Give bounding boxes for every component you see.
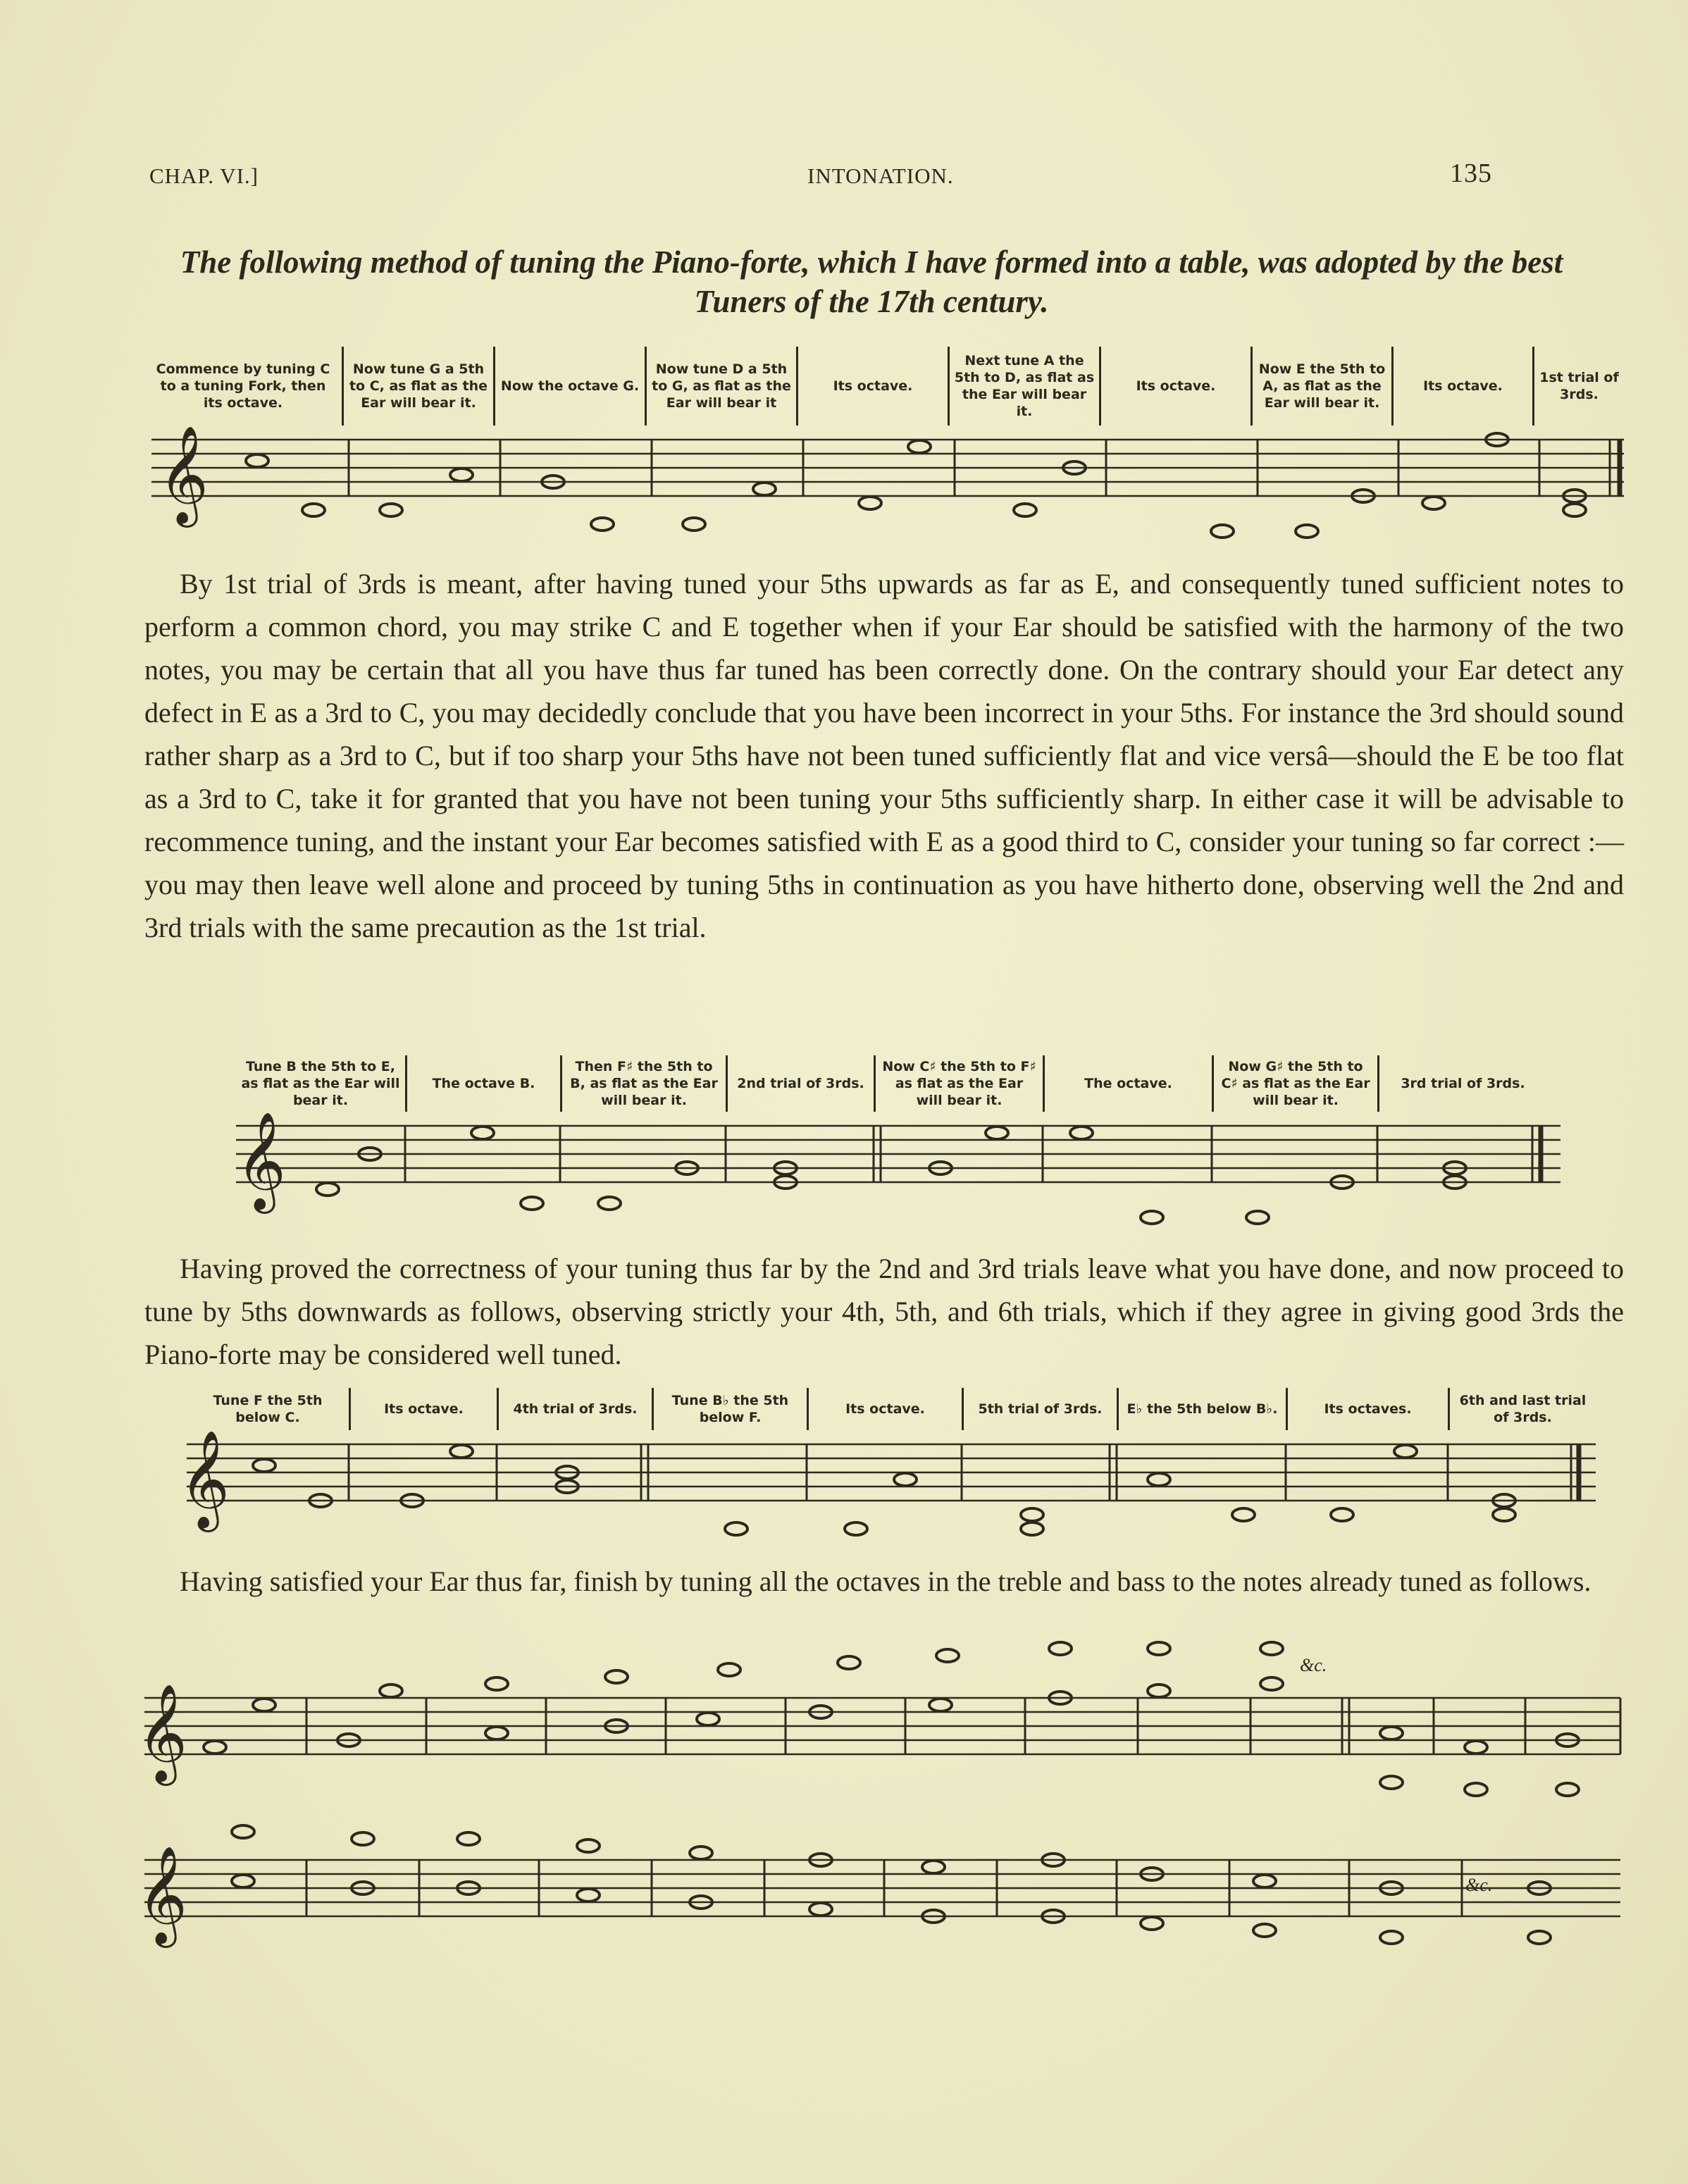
treble-clef-icon: 𝄞 <box>159 426 209 523</box>
paragraph-1: By 1st trial of 3rds is meant, after having tuned your 5ths upwards as far as E, and consequently tuned sufficient notes to perform a common chord, you may strike C and E together when if your Ear should be satisfied with the harmony of the two notes, you may be certain that all you have thus far tuned has been correctly done. On the contrary should your Ear detect any defect in E as a 3rd to C, you may decidedly conclude that you have been incorrect in your 5ths. For instance the 3rd should sound rather sharp as a 3rd to C, but if too sharp your 5ths have not been tuned sufficiently flat and vice versâ—should the E be too flat as a 3rd to C, take it for granted that you have not been tuning your 5ths sufficiently sharp. In either case it will be advisable to recommence tuning, and the instant your Ear becomes satisfied with E as a good third to C, consider your tuning so far correct :— you may then leave well alone and proceed by tuning 5ths in continuation as you have hitherto done, observing well the 2nd and 3rd trials with the same precaution as the 1st trial. <box>144 568 1624 943</box>
table3-caption: Its octave. <box>807 1388 962 1430</box>
treble-clef-icon: 𝄞 <box>137 1846 187 1944</box>
table1-caption: Now tune G a 5th to C, as flat as the Ear will bear it. <box>342 347 493 426</box>
tuning-table-2 <box>236 1055 1560 1217</box>
music-staff-3 <box>180 1430 1596 1536</box>
table3-caption: Its octaves. <box>1286 1388 1448 1430</box>
music-staff-2 <box>236 1112 1560 1217</box>
table3-caption: E♭ the 5th below B♭. <box>1117 1388 1286 1430</box>
running-title: INTONATION. <box>807 163 954 188</box>
table1-caption: Now tune D a 5th to G, as flat as the Ear will bear it <box>645 347 796 426</box>
music-staff-1 <box>144 426 1624 538</box>
octaves-staff-2 <box>137 1804 1620 1944</box>
tuning-table-1 <box>144 347 1624 538</box>
table1-caption: Next tune A the 5th to D, as flat as the Ear will bear it. <box>948 347 1099 426</box>
table3-caption: Tune B♭ the 5th below F. <box>652 1388 807 1430</box>
table1-caption: Commence by tuning C to a tuning Fork, then its octave. <box>156 361 330 411</box>
table2-caption: 2nd trial of 3rds. <box>726 1055 874 1112</box>
table2-caption: 3rd trial of 3rds. <box>1377 1055 1546 1112</box>
table1-caption: Its octave. <box>1391 347 1532 426</box>
paragraph-3: Having satisfied your Ear thus far, finish by tuning all the octaves in the treble and bass to the notes already tuned as follows. <box>180 1565 1591 1597</box>
treble-clef-icon: 𝄞 <box>180 1430 230 1528</box>
tuning-table-3 <box>180 1388 1596 1536</box>
table3-caption: 5th trial of 3rds. <box>962 1388 1117 1430</box>
intro-heading: The following method of tuning the Piano-forte, which I have formed into a table, was adopted by the best Tuners of the 17th century. <box>180 244 1563 319</box>
table1-caption: Its octave. <box>1099 347 1251 426</box>
table3-caption: Its octave. <box>349 1388 497 1430</box>
table2-caption: Now G♯ the 5th to C♯ as flat as the Ear will bear it. <box>1212 1055 1377 1112</box>
treble-clef-icon: 𝄞 <box>236 1112 286 1210</box>
table2-caption: Then F♯ the 5th to B, as flat as the Ear will bear it. <box>560 1055 726 1112</box>
table2-caption: Now C♯ the 5th to F♯ as flat as the Ear will bear it. <box>874 1055 1043 1112</box>
table1-caption: 1st trial of 3rds. <box>1532 347 1624 426</box>
chapter-label: CHAP. VI.] <box>149 163 259 188</box>
table2-caption: Tune B the 5th to E, as flat as the Ear will bear it. <box>241 1059 400 1108</box>
etc-mark: &c. <box>1465 1875 1493 1895</box>
treble-clef-icon: 𝄞 <box>137 1684 187 1782</box>
table2-caption: The octave. <box>1043 1055 1212 1112</box>
table2-caption: The octave B. <box>405 1055 560 1112</box>
table1-caption: Now the octave G. <box>493 347 645 426</box>
table1-caption: Now E the 5th to A, as flat as the Ear will bear it. <box>1251 347 1391 426</box>
table3-caption: Tune F the 5th below C. <box>213 1393 323 1425</box>
etc-mark: &c. <box>1300 1655 1327 1675</box>
table3-caption: 4th trial of 3rds. <box>497 1388 652 1430</box>
paragraph-2: Having proved the correctness of your tuning thus far by the 2nd and 3rd trials leave what you have done, and now proceed to tune by 5ths downwards as follows, observing strictly your 4th, 5th, and 6th trials, which if they agree in giving good 3rds the Piano-forte may be considered well tuned. <box>144 1253 1624 1370</box>
page-number: 135 <box>1450 159 1492 188</box>
octaves-staff-1 <box>137 1642 1620 1797</box>
table1-caption: Its octave. <box>796 347 948 426</box>
table3-caption: 6th and last trial of 3rds. <box>1448 1388 1596 1430</box>
